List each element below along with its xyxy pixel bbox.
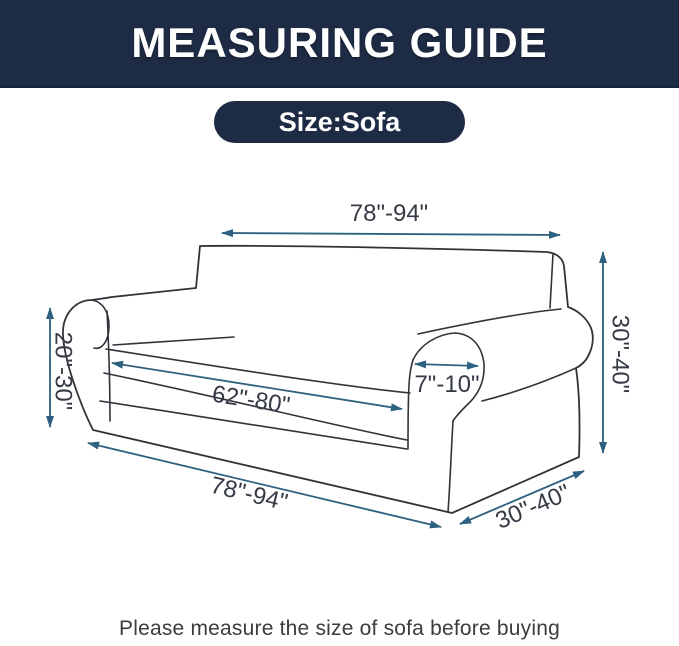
- size-badge: [214, 101, 465, 143]
- dimension-back-width: [222, 200, 560, 235]
- measure-note: Please measure the size of sofa before buying: [119, 617, 560, 640]
- sofa-outline: [63, 246, 593, 513]
- size-badge-label: Size:Sofa: [278, 106, 401, 137]
- dimension-overall-height: [603, 252, 634, 453]
- seat-width-label: 62"-80": [210, 380, 292, 420]
- overall-width-label: 78"-94": [207, 471, 291, 517]
- arm-width-label: 7"-10": [414, 371, 480, 398]
- back-width-arrow: [222, 233, 560, 235]
- overall-height-label: 30"-40": [606, 314, 634, 394]
- page-title: MEASURING GUIDE: [131, 19, 548, 66]
- back-width-label: 78"-94": [349, 200, 429, 227]
- sofa-illustration: [0, 160, 679, 610]
- left-arm-height-label: 20"-30": [49, 331, 77, 411]
- sofa-drawing: [63, 246, 593, 513]
- overall-depth-label: 30"-40": [491, 479, 575, 535]
- header-banner: [0, 0, 679, 88]
